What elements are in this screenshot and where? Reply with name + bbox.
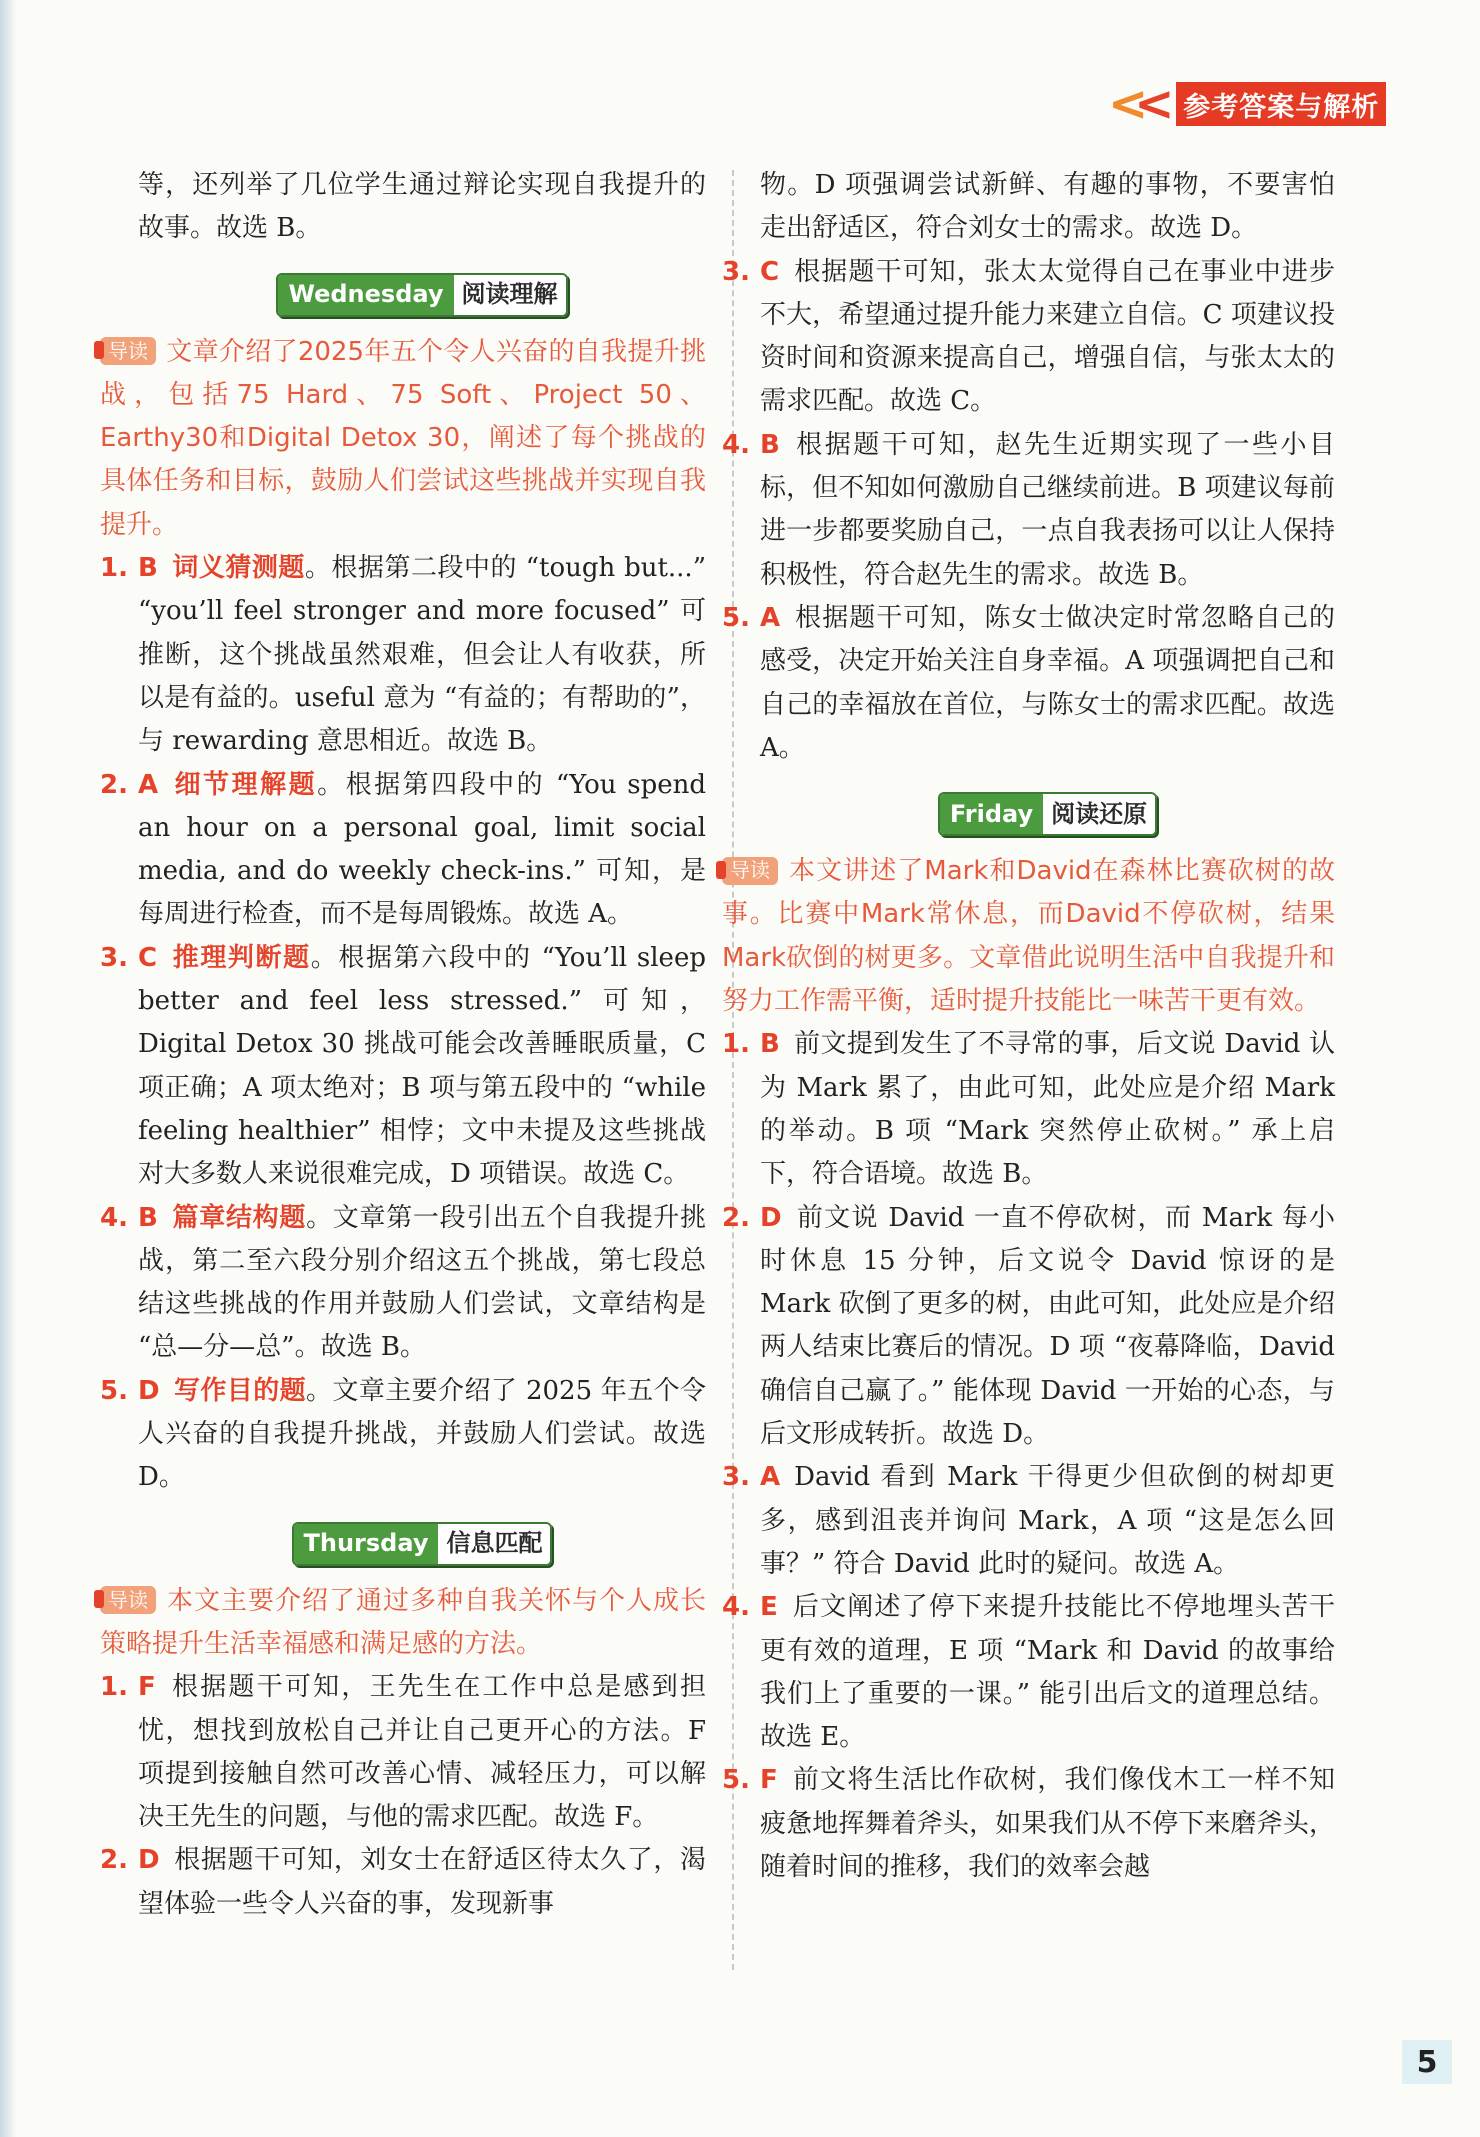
question-type: 写作目的题 — [173, 1375, 307, 1406]
answer-letter: D — [138, 1375, 160, 1406]
answer-letter: B — [138, 1202, 158, 1233]
answer-text: 根据题干可知，陈女士做决定时常忽略自己的感受，决定开始关注自身幸福。A 项强调把自己和自己的幸福放在首位，与陈女士的需求匹配。故选 A。 — [760, 602, 1335, 763]
question-type: 细节理解题 — [172, 769, 318, 800]
badge-day: Wednesday — [278, 275, 453, 315]
answer-number: 3. — [722, 1462, 750, 1493]
intro-paragraph — [100, 331, 706, 547]
answer-item — [100, 764, 706, 937]
answer-letter: D — [760, 1202, 782, 1233]
intro-text: 本文主要介绍了通过多种自我关怀与个人成长策略提升生活幸福感和满足感的方法。 — [100, 1585, 706, 1659]
answer-text: 。文章第一段引出五个自我提升挑战，第二至六段分别介绍这五个挑战，第七段总结这些挑战的作用并鼓励人们尝试，文章结构是 “总—分—总”。故选 B。 — [138, 1202, 706, 1363]
answer-letter: D — [138, 1845, 160, 1876]
badge-day: Thursday — [294, 1524, 439, 1564]
answer-item — [722, 251, 1335, 424]
answer-letter: F — [138, 1672, 156, 1703]
answer-number: 5. — [100, 1375, 128, 1406]
answer-text: 。文章主要介绍了 2025 年五个令人兴奋的自我提升挑战，并鼓励人们尝试。故选 D。 — [138, 1375, 706, 1493]
answer-number: 2. — [100, 1845, 128, 1876]
answer-item — [722, 424, 1335, 597]
header-label: 参考答案与解析 — [1176, 82, 1386, 126]
answer-letter: F — [760, 1765, 778, 1796]
answer-item — [100, 1666, 706, 1839]
answer-letter: E — [760, 1592, 778, 1623]
answer-text: 后文阐述了停下来提升技能比不停地埋头苦干更有效的道理，E 项 “Mark 和 David 的故事给我们上了重要的一课。” 能引出后文的道理总结。故选 E。 — [760, 1592, 1335, 1753]
answer-number: 4. — [722, 1592, 750, 1623]
answer-text: 。根据第四段中的 “You spend an hour on a personal goal, limit social media, and do weekly check-ins.” 可知，是每周进行检查，而不是每周锻炼。故选 A。 — [138, 769, 706, 930]
badge-day: Friday — [940, 794, 1043, 834]
answer-item — [100, 937, 706, 1197]
answer-text: 根据题干可知，王先生在工作中总是感到担忧，想找到放松自己并让自己更开心的方法。F 项提到接触自然可改善心情、减轻压力，可以解决王先生的问题，与他的需求匹配。故选 F。 — [138, 1672, 706, 1833]
answer-text: 根据题干可知，赵先生近期实现了一些小目标，但不知如何激励自己继续前进。B 项建议每前进一步都要奖励自己，一点自我表扬可以让人保持积极性，符合赵先生的需求。故选 B。 — [760, 429, 1335, 590]
right-column — [722, 164, 1335, 1889]
thursday-badge — [138, 1522, 706, 1566]
answer-number: 1. — [100, 553, 128, 584]
intro-text: 文章介绍了2025年五个令人兴奋的自我提升挑战，包括75 Hard、75 Soft、Project 50、Earthy30和Digital Detox 30，阐述了每个挑战的具体任务和目标，鼓励人们尝试这些挑战并实现自我提升。 — [100, 336, 706, 540]
answer-number: 1. — [722, 1029, 750, 1060]
answer-number: 4. — [100, 1202, 128, 1233]
answer-text: 。根据第六段中的 “You’ll sleep better and feel less stressed.” 可知，Digital Detox 30 挑战可能会改善睡眠质量，C 项正确；A 项太绝对；B 项与第五段中的 “while feeling healthier” 相悖；文中未提及这些挑战对大多数人来说很难完成，D 项错误。故选 C。 — [138, 942, 706, 1190]
intro-tag-icon: 导读 — [100, 1586, 156, 1614]
answer-letter: C — [760, 256, 780, 287]
chevron-left-icon: < < — [1108, 76, 1157, 132]
answer-item — [722, 1197, 1335, 1457]
answer-text: 前文将生活比作砍树，我们像伐木工一样不知疲惫地挥舞着斧头，如果我们从不停下来磨斧头，随着时间的推移，我们的效率会越 — [760, 1765, 1335, 1882]
continuation-text: 物。D 项强调尝试新鲜、有趣的事物，不要害怕走出舒适区，符合刘女士的需求。故选 D。 — [760, 170, 1335, 244]
answer-number: 2. — [100, 769, 128, 800]
intro-text: 本文讲述了Mark和David在森林比赛砍树的故事。比赛中Mark常休息，而David不停砍树，结果Mark砍倒的树更多。文章借此说明生活中自我提升和努力工作需平衡，适时提升技能比一味苦干更有效。 — [722, 856, 1335, 1017]
answer-number: 3. — [722, 256, 750, 287]
answer-number: 1. — [100, 1672, 128, 1703]
friday-badge — [760, 792, 1335, 836]
wednesday-badge — [138, 273, 706, 317]
answer-item — [100, 1839, 706, 1926]
badge-type: 信息匹配 — [438, 1524, 550, 1564]
answer-number: 2. — [722, 1202, 750, 1233]
book-spine-edge — [0, 0, 16, 2137]
question-type: 词义猜测题 — [171, 553, 305, 584]
answer-letter: A — [138, 769, 159, 800]
answer-text: 前文提到发生了不寻常的事，后文说 David 认为 Mark 累了，由此可知，此处应是介绍 Mark 的举动。B 项 “Mark 突然停止砍树。” 承上启下，符合语境。故选 B。 — [760, 1029, 1335, 1190]
continuation-text: 等，还列举了几位学生通过辩论实现自我提升的故事。故选 B。 — [138, 170, 706, 244]
answer-letter: B — [138, 553, 158, 584]
intro-paragraph — [722, 850, 1335, 1023]
answer-item — [722, 1586, 1335, 1759]
intro-tag-icon: 导读 — [722, 857, 778, 885]
answer-text: 前文说 David 一直不停砍树，而 Mark 每小时休息 15 分钟，后文说令 David 惊讶的是 Mark 砍倒了更多的树，由此可知，此处应是介绍两人结束比赛后的情况。D 项 “夜幕降临，David 确信自己赢了。” 能体现 David 一开始的心态，与后文形成转折。故选 D。 — [760, 1202, 1335, 1450]
badge-type: 阅读还原 — [1043, 794, 1155, 834]
answer-text: 。根据第二段中的 “tough but...” “you’ll feel stronger and more focused” 可推断，这个挑战虽然艰难，但会让人有收获，所以是有益的。useful 意为 “有益的；有帮助的”，与 rewarding 意思相近。故选 B。 — [138, 553, 706, 757]
answer-number: 5. — [722, 1765, 750, 1796]
answer-number: 3. — [100, 942, 128, 973]
badge-type: 阅读理解 — [454, 275, 566, 315]
answer-item — [100, 1370, 706, 1500]
answer-letter: B — [760, 429, 780, 460]
intro-paragraph — [100, 1580, 706, 1667]
intro-tag-icon: 导读 — [100, 337, 156, 365]
answer-letter: C — [138, 942, 158, 973]
answer-item — [722, 1759, 1335, 1889]
answer-letter: A — [760, 602, 781, 633]
section-header-tab — [1108, 76, 1386, 132]
answer-letter: A — [760, 1462, 781, 1493]
answer-text: David 看到 Mark 干得更少但砍倒的树却更多，感到沮丧并询问 Mark，A 项 “这是怎么回事？” 符合 David 此时的疑问。故选 A。 — [760, 1462, 1335, 1579]
question-type: 篇章结构题 — [171, 1202, 307, 1233]
answer-item — [722, 1023, 1335, 1196]
answer-text: 根据题干可知，张太太觉得自己在事业中进步不大，希望通过提升能力来建立自信。C 项建议投资时间和资源来提高自己，增强自信，与张太太的需求匹配。故选 C。 — [760, 256, 1335, 417]
answer-text: 根据题干可知，刘女士在舒适区待太久了，渴望体验一些令人兴奋的事，发现新事 — [138, 1845, 706, 1919]
answer-number: 5. — [722, 602, 750, 633]
answer-item — [100, 547, 706, 763]
answer-letter: B — [760, 1029, 780, 1060]
left-column — [100, 164, 706, 1926]
page-number: 5 — [1402, 2040, 1452, 2084]
answer-number: 4. — [722, 429, 750, 460]
question-type: 推理判断题 — [171, 942, 311, 973]
answer-item — [722, 1456, 1335, 1586]
answer-item — [722, 597, 1335, 770]
answer-item — [100, 1197, 706, 1370]
